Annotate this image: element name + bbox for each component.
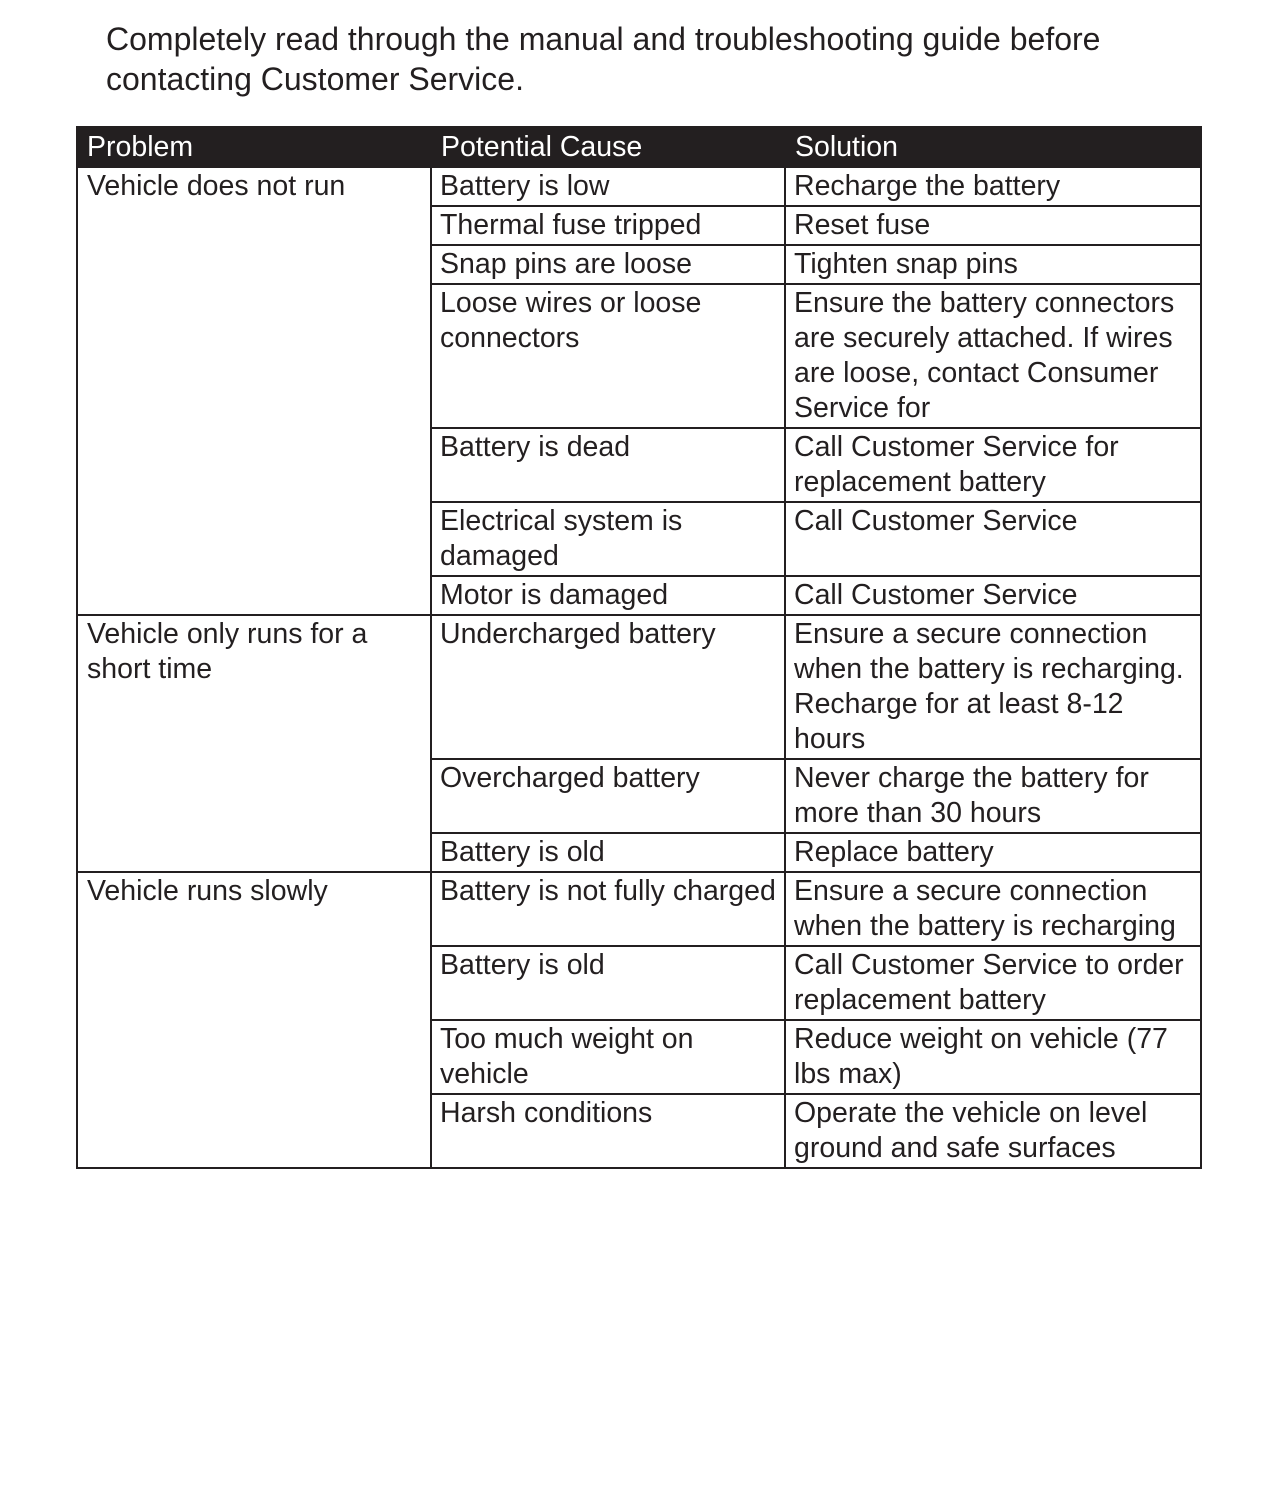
table-header-row: [77, 127, 1201, 167]
cause-cell: Battery is old: [431, 833, 785, 872]
cause-cell: Electrical system is damaged: [431, 502, 785, 576]
solution-cell: Call Customer Service: [785, 576, 1201, 615]
header-potential-cause: Potential Cause: [431, 127, 785, 167]
cause-cell: Battery is low: [431, 167, 785, 206]
solution-cell: Reset fuse: [785, 206, 1201, 245]
cause-cell: Too much weight on vehicle: [431, 1020, 785, 1094]
solution-cell: Operate the vehicle on level ground and safe surfaces: [785, 1094, 1201, 1168]
header-problem: Problem: [77, 127, 431, 167]
solution-cell: Never charge the battery for more than 30 hours: [785, 759, 1201, 833]
cause-cell: Snap pins are loose: [431, 245, 785, 284]
solution-cell: Tighten snap pins: [785, 245, 1201, 284]
cause-cell: Loose wires or loose connectors: [431, 284, 785, 428]
problem-cell: Vehicle only runs for a short time: [77, 615, 431, 872]
troubleshooting-table: [76, 126, 1202, 1169]
cause-cell: Overcharged battery: [431, 759, 785, 833]
cause-cell: Battery is dead: [431, 428, 785, 502]
problem-cell: Vehicle runs slowly: [77, 872, 431, 1168]
solution-cell: Ensure a secure connection when the battery is recharging: [785, 872, 1201, 946]
solution-cell: Replace battery: [785, 833, 1201, 872]
cause-cell: Battery is old: [431, 946, 785, 1020]
intro-text: Completely read through the manual and troubleshooting guide before contacting Customer Service.: [106, 21, 1101, 97]
solution-cell: Call Customer Service to order replacement battery: [785, 946, 1201, 1020]
table-row: [77, 167, 1201, 206]
header-solution: Solution: [785, 127, 1201, 167]
table-row: [77, 872, 1201, 946]
cause-cell: Harsh conditions: [431, 1094, 785, 1168]
table-row: [77, 615, 1201, 759]
cause-cell: Motor is damaged: [431, 576, 785, 615]
solution-cell: Call Customer Service for replacement battery: [785, 428, 1201, 502]
cause-cell: Undercharged battery: [431, 615, 785, 759]
cause-cell: Thermal fuse tripped: [431, 206, 785, 245]
solution-cell: Ensure the battery connectors are securely attached. If wires are loose, contact Consumer Service for: [785, 284, 1201, 428]
solution-cell: Reduce weight on vehicle (77 lbs max): [785, 1020, 1201, 1094]
cause-cell: Battery is not fully charged: [431, 872, 785, 946]
problem-cell: Vehicle does not run: [77, 167, 431, 615]
solution-cell: Call Customer Service: [785, 502, 1201, 576]
solution-cell: Recharge the battery: [785, 167, 1201, 206]
solution-cell: Ensure a secure connection when the battery is recharging. Recharge for at least 8-12 hours: [785, 615, 1201, 759]
